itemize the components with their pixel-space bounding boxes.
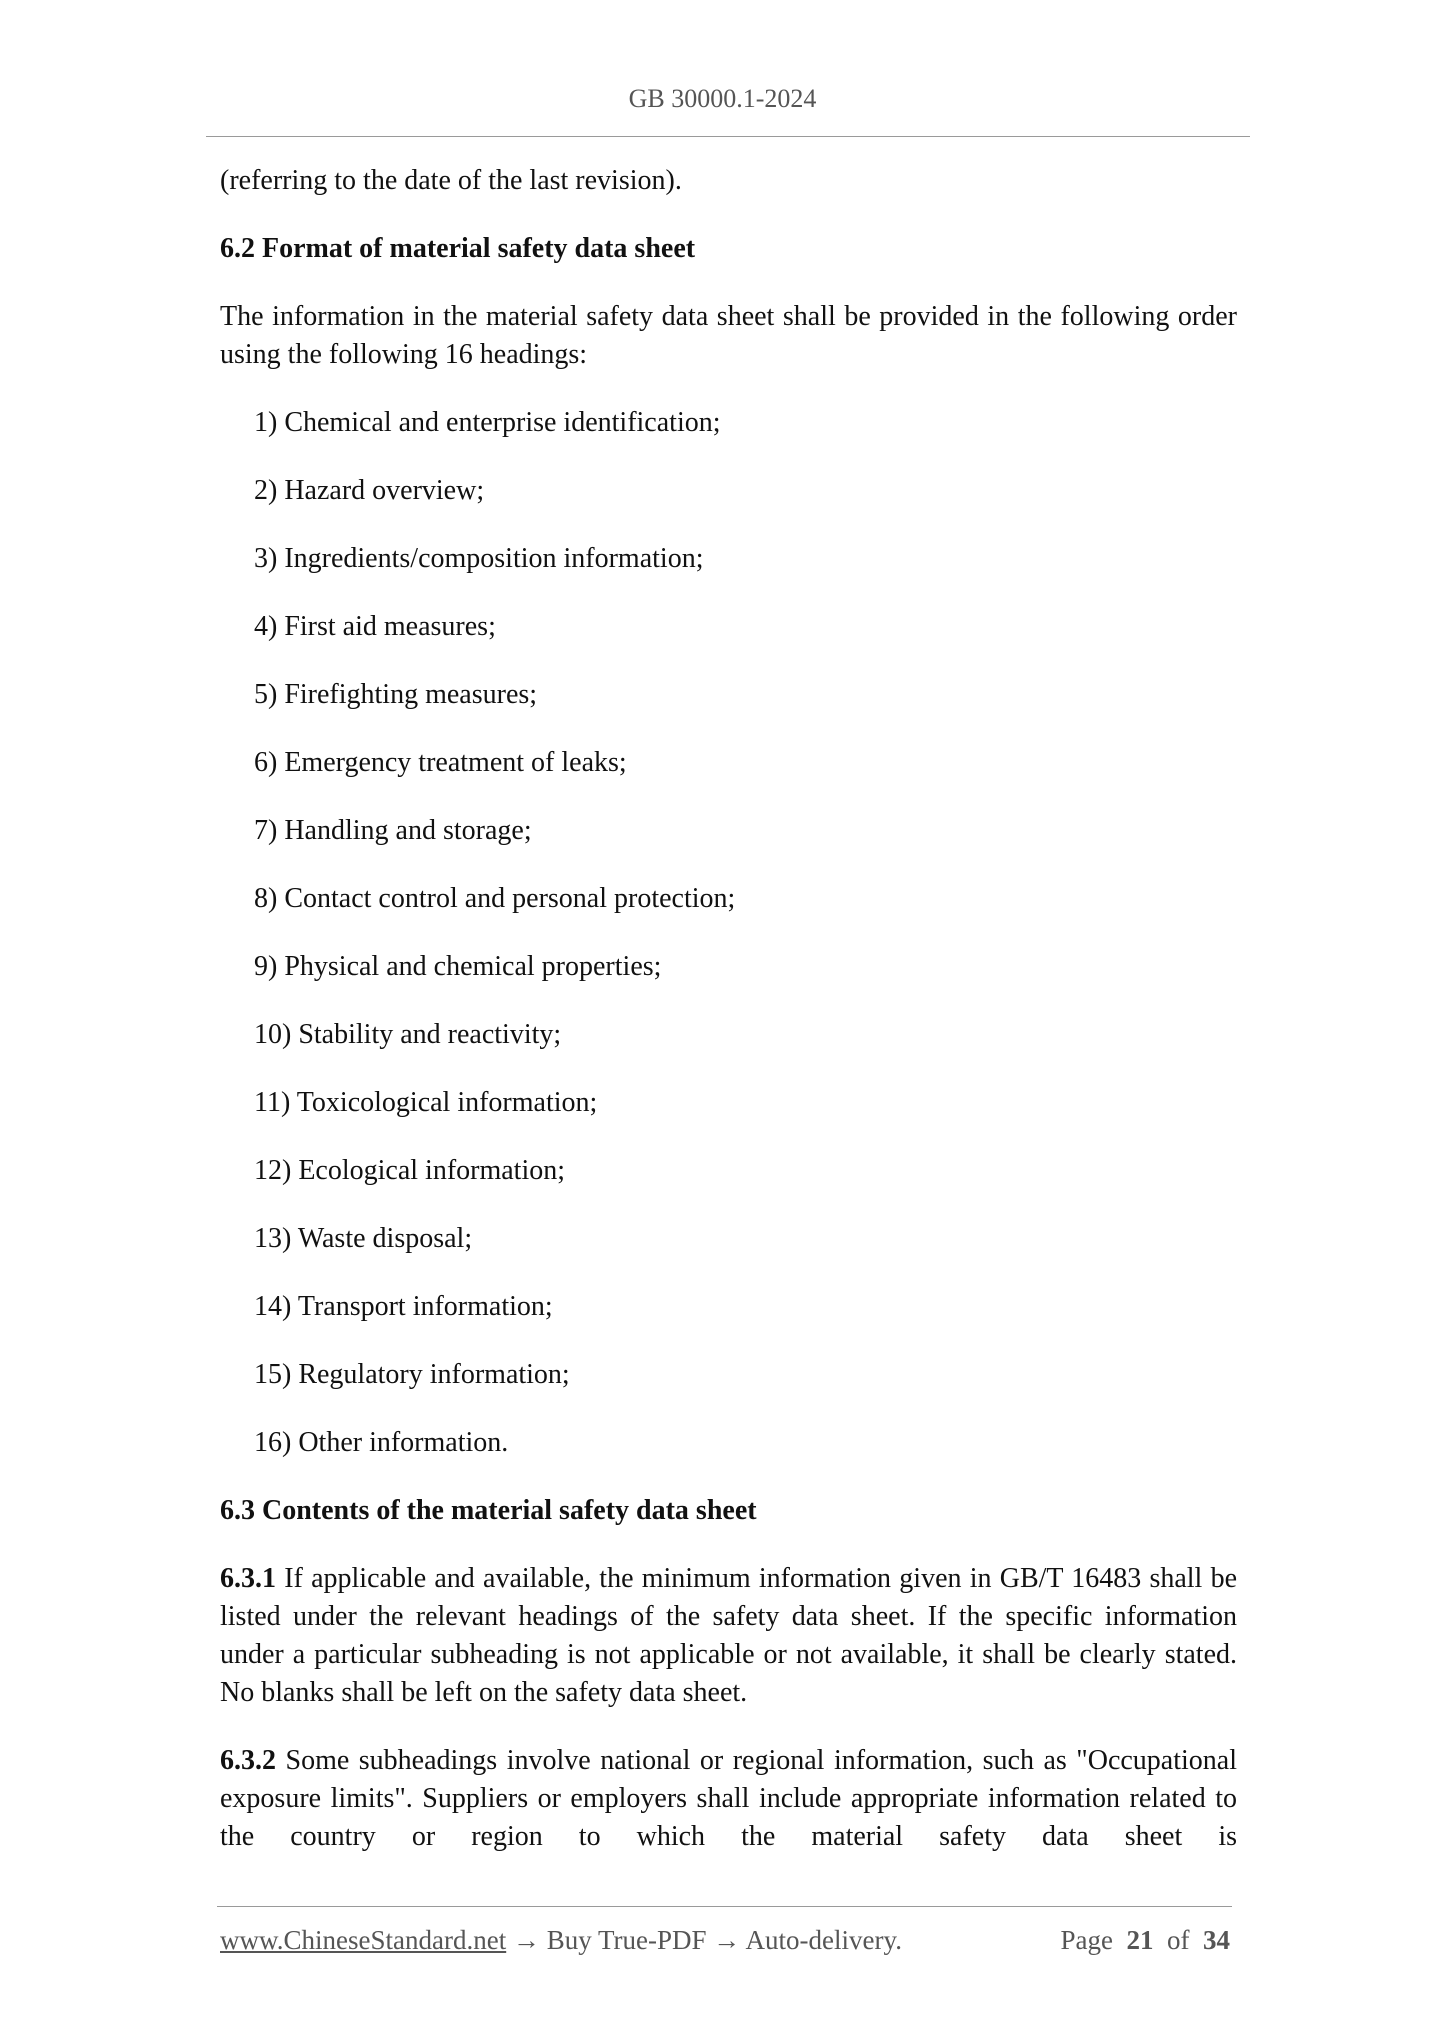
list-item: 9) Physical and chemical properties; xyxy=(254,951,662,982)
list-item: 11) Toxicological information; xyxy=(254,1087,598,1118)
list-item: 3) Ingredients/composition information; xyxy=(254,543,704,574)
header-divider xyxy=(206,136,1250,137)
buy-text: Buy True-PDF xyxy=(546,1925,707,1955)
footer-divider xyxy=(217,1906,1232,1907)
delivery-text: Auto-delivery. xyxy=(745,1925,902,1955)
website-link[interactable]: www.ChineseStandard.net xyxy=(220,1925,507,1955)
page-content xyxy=(220,162,1237,1886)
list-item: 7) Handling and storage; xyxy=(254,815,532,846)
of-label: of xyxy=(1167,1925,1190,1955)
clause-6-3-2 xyxy=(220,1742,1237,1856)
list-item: 16) Other information. xyxy=(254,1427,509,1458)
page-label: Page xyxy=(1060,1925,1113,1955)
section-6-3-heading: 6.3 Contents of the material safety data sheet xyxy=(220,1495,757,1526)
section-6-2-paragraph: The information in the material safety data sheet shall be provided in the following order using the following 16 headings: xyxy=(220,301,1237,370)
heading-list xyxy=(220,404,1237,1462)
list-item: 6) Emergency treatment of leaks; xyxy=(254,747,627,778)
list-item: 15) Regulatory information; xyxy=(254,1359,570,1390)
total-pages: 34 xyxy=(1203,1925,1230,1955)
clause-number: 6.3.1 xyxy=(220,1563,276,1594)
arrow-icon: → xyxy=(713,1925,741,1955)
section-6-2-heading: 6.2 Format of material safety data sheet xyxy=(220,233,696,264)
page-number xyxy=(1061,1925,1230,1956)
arrow-icon: → xyxy=(512,1925,540,1955)
list-item: 12) Ecological information; xyxy=(254,1155,566,1186)
clause-6-3-1 xyxy=(220,1560,1237,1712)
list-item: 5) Firefighting measures; xyxy=(254,679,538,710)
intro-line: (referring to the date of the last revision). xyxy=(220,165,682,196)
running-header: GB 30000.1-2024 xyxy=(628,84,817,113)
clause-number: 6.3.2 xyxy=(220,1745,276,1776)
list-item: 14) Transport information; xyxy=(254,1291,553,1322)
current-page: 21 xyxy=(1126,1925,1154,1955)
list-item: 4) First aid measures; xyxy=(254,611,496,642)
clause-text: Some subheadings involve national or regional information, such as "Occupational exposure limits". Suppliers or employers shall include appropriate information related to the country or region to which the material safety data sheet is xyxy=(220,1745,1237,1852)
list-item: 1) Chemical and enterprise identification; xyxy=(254,407,721,438)
clause-text: If applicable and available, the minimum information given in GB/T 16483 shall be listed under the relevant headings of the safety data sheet. If the specific information under a particular subheading is not applicable or not available, it shall be clearly stated. No blanks shall be left on the safety data sheet. xyxy=(220,1563,1237,1708)
list-item: 10) Stability and reactivity; xyxy=(254,1019,562,1050)
list-item: 8) Contact control and personal protection; xyxy=(254,883,736,914)
list-item: 13) Waste disposal; xyxy=(254,1223,473,1254)
list-item: 2) Hazard overview; xyxy=(254,475,485,506)
footer-promo xyxy=(220,1925,902,1956)
